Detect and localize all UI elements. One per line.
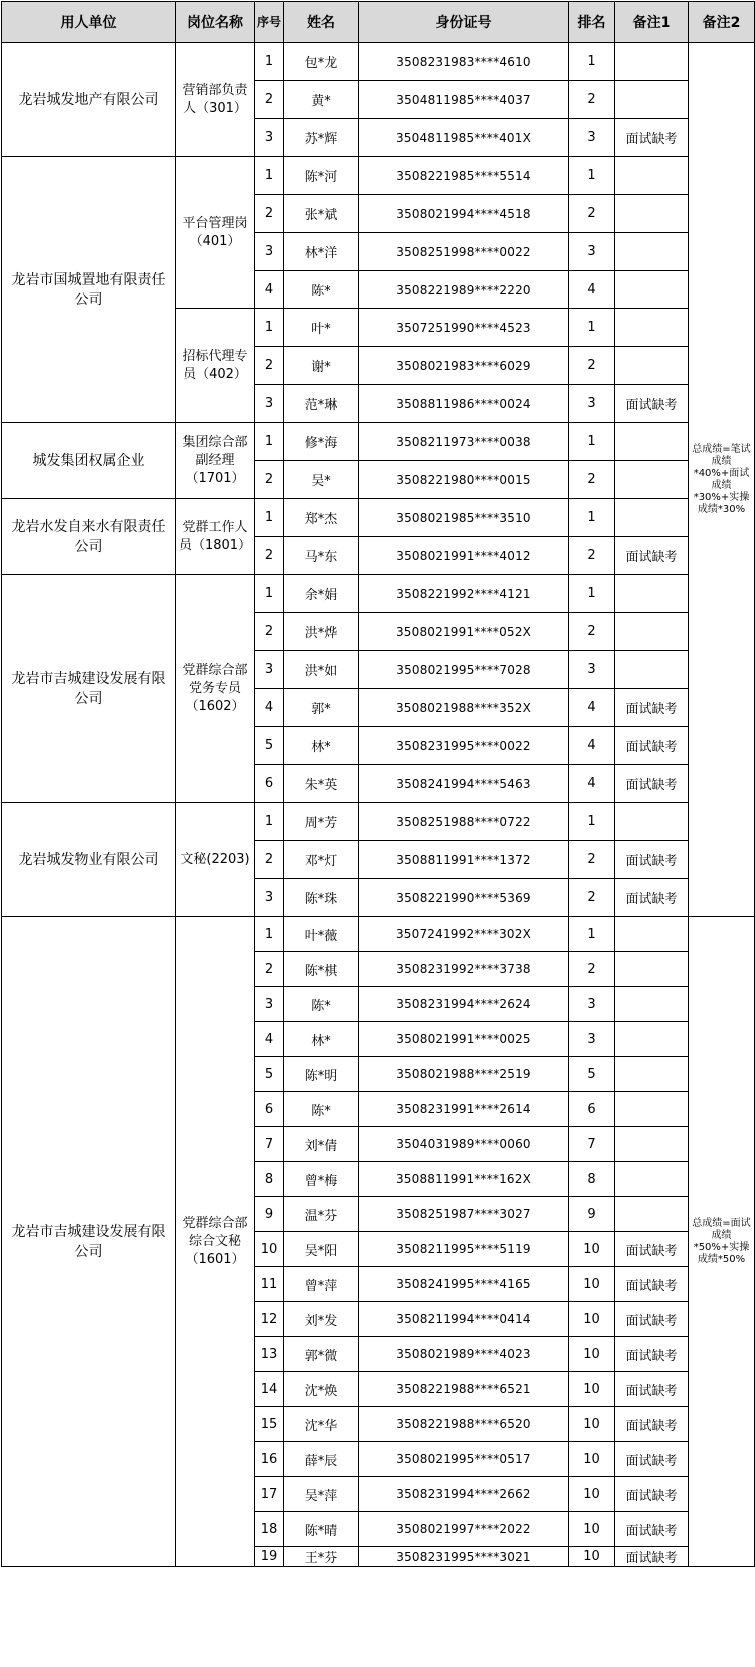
post-cell: 文秘(2203) <box>176 803 255 917</box>
note1-cell <box>615 157 689 195</box>
seq-cell: 1 <box>255 309 284 347</box>
id-cell: 3508811986****0024 <box>359 385 569 423</box>
rank-cell: 2 <box>569 461 615 499</box>
id-cell: 3508251998****0022 <box>359 233 569 271</box>
unit-cell: 龙岩城发地产有限公司 <box>2 43 176 157</box>
note1-cell <box>615 613 689 651</box>
seq-cell: 2 <box>255 952 284 987</box>
id-cell: 3508811991****1372 <box>359 841 569 879</box>
note1-cell <box>615 309 689 347</box>
note1-cell <box>615 43 689 81</box>
id-cell: 3504031989****0060 <box>359 1127 569 1162</box>
rank-cell: 1 <box>569 309 615 347</box>
name-cell: 邓*灯 <box>284 841 359 879</box>
table-row <box>2 43 755 81</box>
rank-cell: 2 <box>569 81 615 119</box>
table-row <box>2 803 755 841</box>
id-cell: 3508021991****4012 <box>359 537 569 575</box>
id-cell: 3508231992****3738 <box>359 952 569 987</box>
id-cell: 3508811991****162X <box>359 1162 569 1197</box>
rank-cell: 2 <box>569 537 615 575</box>
name-cell: 刘*发 <box>284 1302 359 1337</box>
seq-cell: 13 <box>255 1337 284 1372</box>
post-cell: 党群综合部党务专员（1602） <box>176 575 255 803</box>
rank-cell: 1 <box>569 423 615 461</box>
seq-cell: 16 <box>255 1442 284 1477</box>
name-cell: 王*芬 <box>284 1547 359 1567</box>
note2-cell: 总成绩=笔试成绩*40%+面试成绩*30%+实操成绩*30% <box>689 43 755 917</box>
name-cell: 谢* <box>284 347 359 385</box>
note1-cell: 面试缺考 <box>615 765 689 803</box>
id-cell: 3508231994****2624 <box>359 987 569 1022</box>
results-table <box>1 1 755 1567</box>
name-cell: 朱*英 <box>284 765 359 803</box>
header-note1: 备注1 <box>615 2 689 43</box>
seq-cell: 1 <box>255 917 284 952</box>
rank-cell: 8 <box>569 1162 615 1197</box>
id-cell: 3508221989****2220 <box>359 271 569 309</box>
seq-cell: 1 <box>255 803 284 841</box>
note1-cell: 面试缺考 <box>615 1407 689 1442</box>
seq-cell: 4 <box>255 689 284 727</box>
name-cell: 苏*辉 <box>284 119 359 157</box>
rank-cell: 4 <box>569 765 615 803</box>
seq-cell: 2 <box>255 537 284 575</box>
seq-cell: 1 <box>255 499 284 537</box>
note1-cell <box>615 803 689 841</box>
unit-cell: 龙岩市国城置地有限责任公司 <box>2 157 176 423</box>
header-id: 身份证号 <box>359 2 569 43</box>
table-row <box>2 917 755 952</box>
note1-cell: 面试缺考 <box>615 537 689 575</box>
rank-cell: 7 <box>569 1127 615 1162</box>
seq-cell: 12 <box>255 1302 284 1337</box>
name-cell: 叶*薇 <box>284 917 359 952</box>
name-cell: 郭* <box>284 689 359 727</box>
rank-cell: 10 <box>569 1512 615 1547</box>
rank-cell: 6 <box>569 1092 615 1127</box>
rank-cell: 3 <box>569 233 615 271</box>
id-cell: 3507241992****302X <box>359 917 569 952</box>
id-cell: 3508221985****5514 <box>359 157 569 195</box>
id-cell: 3508021983****6029 <box>359 347 569 385</box>
table-row <box>2 499 755 537</box>
name-cell: 洪*烨 <box>284 613 359 651</box>
id-cell: 3504811985****4037 <box>359 81 569 119</box>
name-cell: 曾*萍 <box>284 1267 359 1302</box>
name-cell: 郑*杰 <box>284 499 359 537</box>
name-cell: 吴* <box>284 461 359 499</box>
note1-cell <box>615 1092 689 1127</box>
note1-cell <box>615 1197 689 1232</box>
seq-cell: 2 <box>255 461 284 499</box>
seq-cell: 1 <box>255 423 284 461</box>
rank-cell: 3 <box>569 987 615 1022</box>
id-cell: 3508221992****4121 <box>359 575 569 613</box>
unit-cell: 城发集团权属企业 <box>2 423 176 499</box>
name-cell: 沈*华 <box>284 1407 359 1442</box>
rank-cell: 2 <box>569 952 615 987</box>
note1-cell <box>615 1162 689 1197</box>
seq-cell: 19 <box>255 1547 284 1567</box>
name-cell: 林* <box>284 727 359 765</box>
table-body <box>2 43 755 1567</box>
header-unit: 用人单位 <box>2 2 176 43</box>
table-row <box>2 423 755 461</box>
header-rank: 排名 <box>569 2 615 43</box>
note1-cell <box>615 271 689 309</box>
name-cell: 吴*萍 <box>284 1477 359 1512</box>
id-cell: 3508251987****3027 <box>359 1197 569 1232</box>
rank-cell: 1 <box>569 43 615 81</box>
id-cell: 3508241995****4165 <box>359 1267 569 1302</box>
id-cell: 3508231983****4610 <box>359 43 569 81</box>
header-row <box>2 2 755 43</box>
seq-cell: 4 <box>255 1022 284 1057</box>
id-cell: 3508021985****3510 <box>359 499 569 537</box>
unit-cell: 龙岩水发自来水有限责任公司 <box>2 499 176 575</box>
seq-cell: 2 <box>255 613 284 651</box>
note1-cell <box>615 233 689 271</box>
name-cell: 刘*倩 <box>284 1127 359 1162</box>
rank-cell: 3 <box>569 385 615 423</box>
post-cell: 党群综合部综合文秘（1601） <box>176 917 255 1567</box>
note1-cell: 面试缺考 <box>615 879 689 917</box>
note1-cell <box>615 347 689 385</box>
seq-cell: 3 <box>255 987 284 1022</box>
id-cell: 3508021989****4023 <box>359 1337 569 1372</box>
rank-cell: 5 <box>569 1057 615 1092</box>
header-note2: 备注2 <box>689 2 755 43</box>
id-cell: 3508021988****352X <box>359 689 569 727</box>
note1-cell: 面试缺考 <box>615 385 689 423</box>
seq-cell: 2 <box>255 81 284 119</box>
post-cell: 招标代理专员（402） <box>176 309 255 423</box>
id-cell: 3508231995****3021 <box>359 1547 569 1567</box>
note1-cell: 面试缺考 <box>615 1547 689 1567</box>
name-cell: 包*龙 <box>284 43 359 81</box>
id-cell: 3508021995****0517 <box>359 1442 569 1477</box>
seq-cell: 9 <box>255 1197 284 1232</box>
name-cell: 郭*微 <box>284 1337 359 1372</box>
id-cell: 3508221988****6521 <box>359 1372 569 1407</box>
seq-cell: 3 <box>255 119 284 157</box>
rank-cell: 1 <box>569 917 615 952</box>
id-cell: 3508211995****5119 <box>359 1232 569 1267</box>
note1-cell: 面试缺考 <box>615 119 689 157</box>
seq-cell: 1 <box>255 575 284 613</box>
rank-cell: 2 <box>569 347 615 385</box>
rank-cell: 10 <box>569 1337 615 1372</box>
name-cell: 陈*珠 <box>284 879 359 917</box>
note1-cell: 面试缺考 <box>615 1232 689 1267</box>
rank-cell: 2 <box>569 195 615 233</box>
seq-cell: 5 <box>255 727 284 765</box>
header-seq: 序号 <box>255 2 284 43</box>
id-cell: 3508221990****5369 <box>359 879 569 917</box>
name-cell: 陈*棋 <box>284 952 359 987</box>
seq-cell: 2 <box>255 347 284 385</box>
note1-cell: 面试缺考 <box>615 1302 689 1337</box>
name-cell: 马*东 <box>284 537 359 575</box>
id-cell: 3508021991****0025 <box>359 1022 569 1057</box>
post-cell: 集团综合部副经理（1701） <box>176 423 255 499</box>
id-cell: 3508021997****2022 <box>359 1512 569 1547</box>
note1-cell: 面试缺考 <box>615 689 689 727</box>
note1-cell <box>615 952 689 987</box>
rank-cell: 2 <box>569 613 615 651</box>
rank-cell: 9 <box>569 1197 615 1232</box>
name-cell: 陈*明 <box>284 1057 359 1092</box>
id-cell: 3508021994****4518 <box>359 195 569 233</box>
rank-cell: 2 <box>569 879 615 917</box>
seq-cell: 4 <box>255 271 284 309</box>
id-cell: 3508211994****0414 <box>359 1302 569 1337</box>
name-cell: 吴*阳 <box>284 1232 359 1267</box>
name-cell: 陈*晴 <box>284 1512 359 1547</box>
note1-cell: 面试缺考 <box>615 841 689 879</box>
seq-cell: 14 <box>255 1372 284 1407</box>
note2-cell: 总成绩=面试成绩*50%+实操成绩*50% <box>689 917 755 1567</box>
name-cell: 曾*梅 <box>284 1162 359 1197</box>
note1-cell: 面试缺考 <box>615 1337 689 1372</box>
unit-cell: 龙岩城发物业有限公司 <box>2 803 176 917</box>
note1-cell <box>615 499 689 537</box>
seq-cell: 3 <box>255 385 284 423</box>
note1-cell <box>615 195 689 233</box>
note1-cell: 面试缺考 <box>615 1477 689 1512</box>
name-cell: 陈* <box>284 987 359 1022</box>
rank-cell: 1 <box>569 803 615 841</box>
name-cell: 林* <box>284 1022 359 1057</box>
id-cell: 3508211973****0038 <box>359 423 569 461</box>
note1-cell: 面试缺考 <box>615 727 689 765</box>
id-cell: 3508231994****2662 <box>359 1477 569 1512</box>
id-cell: 3508221980****0015 <box>359 461 569 499</box>
seq-cell: 6 <box>255 765 284 803</box>
name-cell: 陈* <box>284 271 359 309</box>
name-cell: 黄* <box>284 81 359 119</box>
rank-cell: 1 <box>569 575 615 613</box>
name-cell: 余*娟 <box>284 575 359 613</box>
seq-cell: 6 <box>255 1092 284 1127</box>
seq-cell: 3 <box>255 233 284 271</box>
note1-cell <box>615 461 689 499</box>
table-row <box>2 157 755 195</box>
note1-cell <box>615 651 689 689</box>
name-cell: 修*海 <box>284 423 359 461</box>
name-cell: 林*洋 <box>284 233 359 271</box>
seq-cell: 5 <box>255 1057 284 1092</box>
seq-cell: 7 <box>255 1127 284 1162</box>
seq-cell: 1 <box>255 43 284 81</box>
seq-cell: 8 <box>255 1162 284 1197</box>
name-cell: 陈*河 <box>284 157 359 195</box>
table-row <box>2 575 755 613</box>
rank-cell: 10 <box>569 1547 615 1567</box>
id-cell: 3508231991****2614 <box>359 1092 569 1127</box>
note1-cell: 面试缺考 <box>615 1512 689 1547</box>
header-post: 岗位名称 <box>176 2 255 43</box>
rank-cell: 1 <box>569 499 615 537</box>
rank-cell: 3 <box>569 1022 615 1057</box>
id-cell: 3508221988****6520 <box>359 1407 569 1442</box>
unit-cell: 龙岩市吉城建设发展有限公司 <box>2 917 176 1567</box>
rank-cell: 10 <box>569 1407 615 1442</box>
seq-cell: 15 <box>255 1407 284 1442</box>
id-cell: 3508021995****7028 <box>359 651 569 689</box>
name-cell: 范*琳 <box>284 385 359 423</box>
name-cell: 洪*如 <box>284 651 359 689</box>
header-name: 姓名 <box>284 2 359 43</box>
id-cell: 3508241994****5463 <box>359 765 569 803</box>
seq-cell: 10 <box>255 1232 284 1267</box>
note1-cell <box>615 1022 689 1057</box>
seq-cell: 3 <box>255 879 284 917</box>
rank-cell: 4 <box>569 727 615 765</box>
note1-cell <box>615 987 689 1022</box>
id-cell: 3508251988****0722 <box>359 803 569 841</box>
note1-cell: 面试缺考 <box>615 1442 689 1477</box>
note1-cell: 面试缺考 <box>615 1267 689 1302</box>
name-cell: 张*斌 <box>284 195 359 233</box>
note1-cell: 面试缺考 <box>615 1372 689 1407</box>
post-cell: 营销部负责人（301） <box>176 43 255 157</box>
id-cell: 3507251990****4523 <box>359 309 569 347</box>
name-cell: 叶* <box>284 309 359 347</box>
note1-cell <box>615 1057 689 1092</box>
rank-cell: 10 <box>569 1302 615 1337</box>
note1-cell <box>615 1127 689 1162</box>
note1-cell <box>615 423 689 461</box>
name-cell: 温*芬 <box>284 1197 359 1232</box>
post-cell: 平台管理岗（401） <box>176 157 255 309</box>
rank-cell: 10 <box>569 1477 615 1512</box>
note1-cell <box>615 575 689 613</box>
rank-cell: 10 <box>569 1267 615 1302</box>
seq-cell: 18 <box>255 1512 284 1547</box>
id-cell: 3504811985****401X <box>359 119 569 157</box>
name-cell: 陈* <box>284 1092 359 1127</box>
seq-cell: 17 <box>255 1477 284 1512</box>
rank-cell: 2 <box>569 841 615 879</box>
rank-cell: 4 <box>569 271 615 309</box>
unit-cell: 龙岩市吉城建设发展有限公司 <box>2 575 176 803</box>
seq-cell: 1 <box>255 157 284 195</box>
seq-cell: 11 <box>255 1267 284 1302</box>
name-cell: 薛*辰 <box>284 1442 359 1477</box>
name-cell: 沈*焕 <box>284 1372 359 1407</box>
seq-cell: 2 <box>255 195 284 233</box>
seq-cell: 2 <box>255 841 284 879</box>
id-cell: 3508021988****2519 <box>359 1057 569 1092</box>
rank-cell: 4 <box>569 689 615 727</box>
id-cell: 3508231995****0022 <box>359 727 569 765</box>
rank-cell: 1 <box>569 157 615 195</box>
rank-cell: 10 <box>569 1442 615 1477</box>
id-cell: 3508021991****052X <box>359 613 569 651</box>
seq-cell: 3 <box>255 651 284 689</box>
rank-cell: 10 <box>569 1372 615 1407</box>
rank-cell: 10 <box>569 1232 615 1267</box>
rank-cell: 3 <box>569 651 615 689</box>
note1-cell <box>615 917 689 952</box>
name-cell: 周*芳 <box>284 803 359 841</box>
post-cell: 党群工作人员（1801） <box>176 499 255 575</box>
rank-cell: 3 <box>569 119 615 157</box>
note1-cell <box>615 81 689 119</box>
